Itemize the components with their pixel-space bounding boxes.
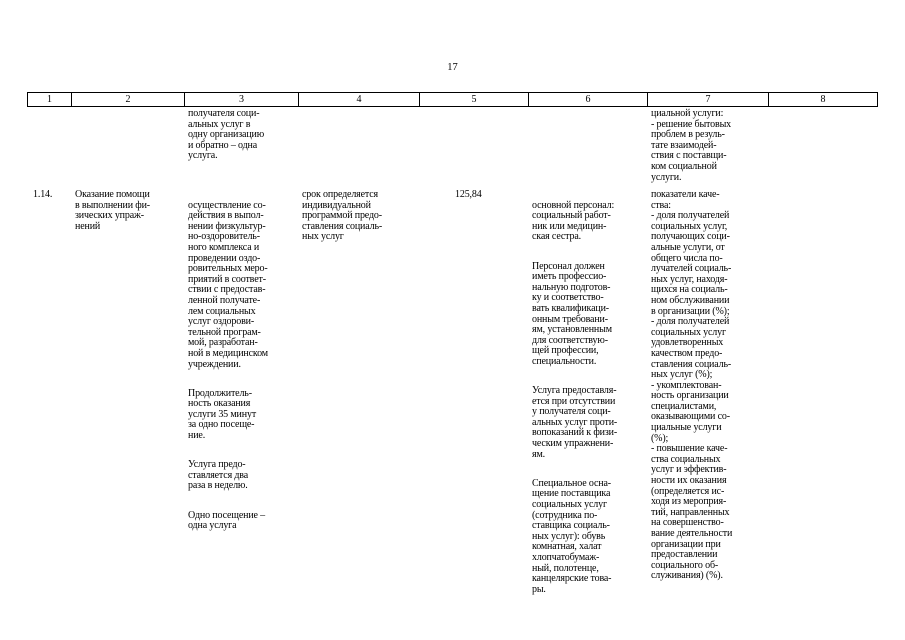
description-paragraph: Одно посещение – одна услуга bbox=[188, 509, 266, 532]
description-paragraph: Услуга предо- ставляется два раза в неделю. bbox=[188, 459, 249, 492]
quality-indicators: показатели каче- ства: - доля получателей социальных услуг, получающих соци- альные услуги, от общего числа по- лучателей социаль- ных услуг, находя- щихся на социаль- ном обслуживании в организации (%); - доля получателей социальных услуг удовлетворенных качеством предо- ставления социаль- ных услуг (%); - укомплектован- ность организации специалистами, оказывающими со- циальные услуги (%); - повышение каче- ства социальных услуг и эффектив- ности их оказания (определяется ис- ходя из мероприя- тий, направленных на совершенство- вание деятельности организации при предоставлении социального об- служивания) (%). bbox=[651, 189, 733, 582]
service-description bbox=[188, 190, 306, 542]
header-col-7: 7 bbox=[705, 94, 711, 105]
page-number: 17 bbox=[447, 62, 458, 73]
table-header-row bbox=[27, 92, 878, 107]
description-paragraph: осуществление со- действия в выпол- нении физкультур- но-оздоровитель- ного комплекса и проведении оздо- ровительных меро- приятий в соответ- ствии с предостав- ленной получате- лем социальных услуг оздорови- тельной програм- мой, разработан- ной в медицинском учреждении. bbox=[188, 199, 268, 370]
header-col-6: 6 bbox=[585, 94, 591, 105]
description-paragraph: Продолжитель- ность оказания услуги 35 минут за одно посеще- ние. bbox=[188, 387, 257, 442]
header-col-5: 5 bbox=[471, 94, 477, 105]
service-conditions bbox=[532, 190, 650, 606]
header-col-3: 3 bbox=[239, 94, 244, 105]
service-name: Оказание помощи в выполнении фи- зических упраж- нений bbox=[75, 189, 150, 232]
conditions-paragraph: Специальное осна- щение поставщика социальных услуг (сотрудника по- ставщика социаль- ных услуг): обувь комнатная, халат хлопчатобумаж- ный, полотенце, канцелярские това- ры. bbox=[532, 477, 612, 595]
conditions-paragraph: Услуга предоставля- ется при отсутствии у получателя соци- альных услуг проти- вопоказаний к физи- ческим упражнени- ям. bbox=[532, 385, 618, 460]
row-number: 1.14. bbox=[33, 189, 53, 200]
header-col-2: 2 bbox=[125, 94, 131, 105]
conditions-paragraph: Персонал должен иметь профессио- нальную подготов- ку и соответство- вать квалификаци- онным требовани- ям, установленным для соответствую- щей профессии, специальности. bbox=[532, 260, 612, 367]
header-col-8: 8 bbox=[820, 94, 826, 105]
conditions-paragraph: основной персонал: социальный работ- ник или медицин- ская сестра. bbox=[532, 199, 615, 243]
continuation-col-7: циальной услуги: - решение бытовых проблем в резуль- тате взаимодей- ствия с поставщи- ком социальной услуги. bbox=[651, 108, 731, 183]
header-col-4: 4 bbox=[356, 94, 362, 105]
service-term: срок определяется индивидуальной программой предо- ставления социаль- ных услуг bbox=[302, 189, 383, 243]
service-tariff: 125,84 bbox=[455, 189, 482, 200]
header-col-1: 1 bbox=[47, 94, 52, 105]
continuation-col-3: получателя соци- альных услуг в одну организацию и обратно – одна услуга. bbox=[188, 108, 265, 162]
